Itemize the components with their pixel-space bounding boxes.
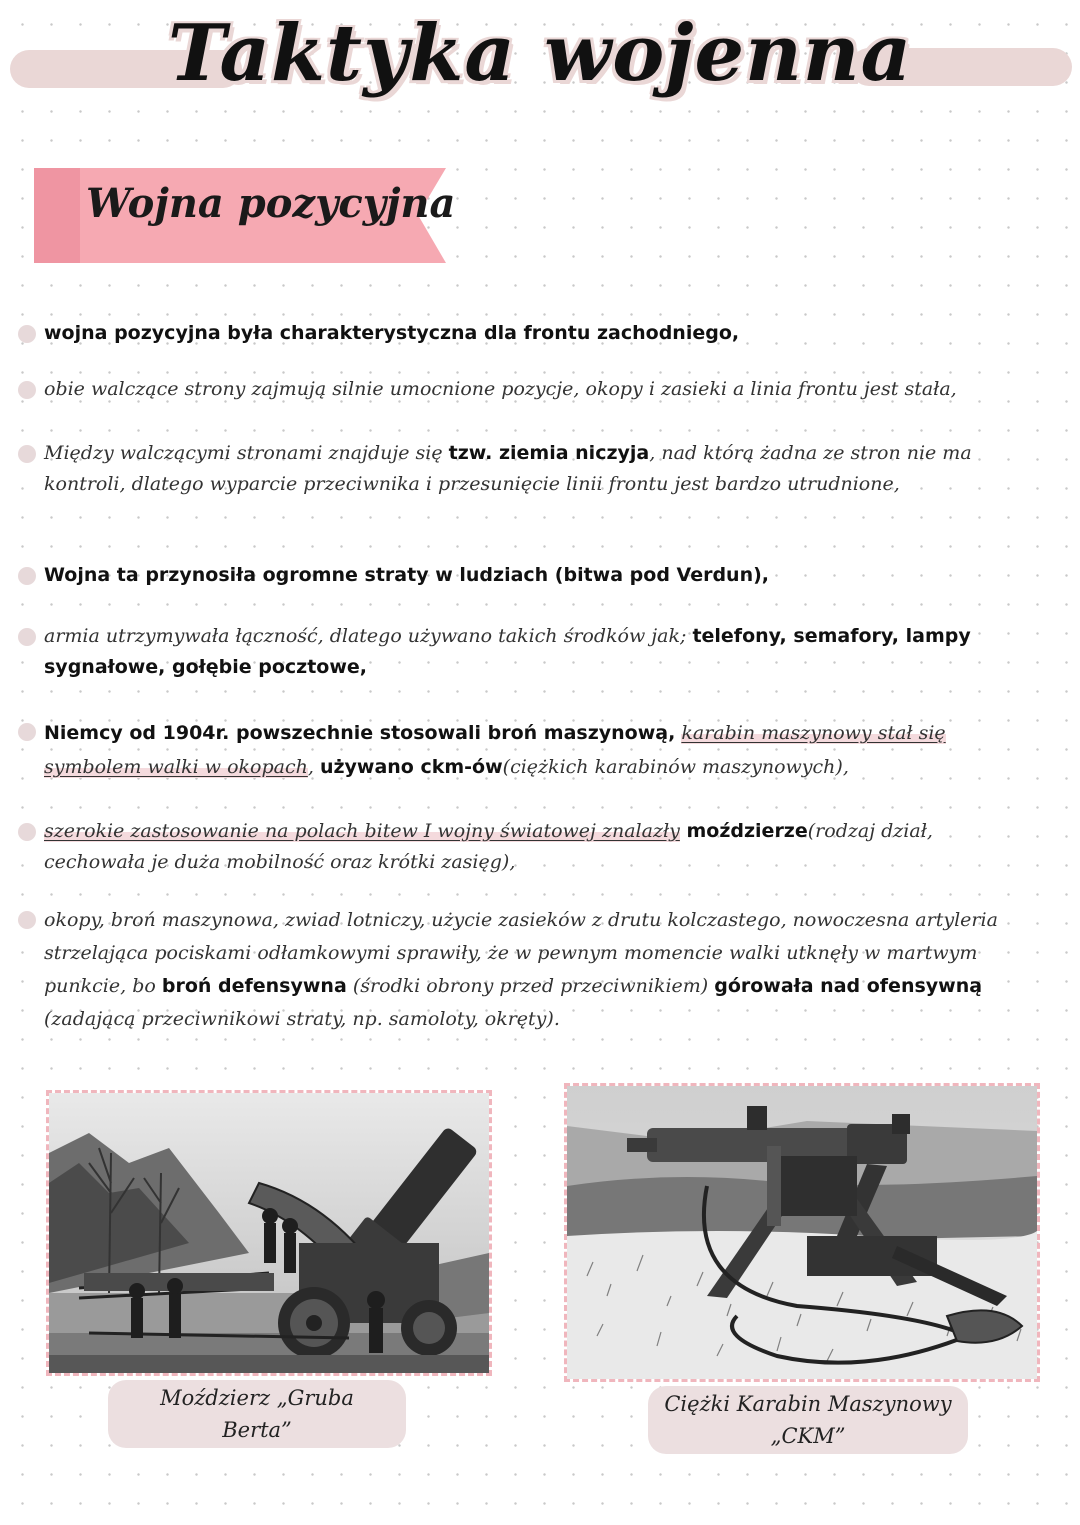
bullet-icon (18, 628, 36, 646)
machine-gun-photo-icon (567, 1086, 1037, 1379)
bullet-icon (18, 723, 36, 741)
bullet-icon (18, 381, 36, 399)
bullet-icon (18, 567, 36, 585)
list-item: wojna pozycyjna była charakterystyczna dla frontu zachodniego, (44, 318, 1054, 349)
page-title: Taktyka wojenna (167, 8, 913, 99)
list-item: armia utrzymywała łączność, dlatego używano takich środków jak; telefony, semafory, lampy sygnałowe, gołębie pocztowe, (44, 621, 1044, 683)
mortar-photo (49, 1093, 489, 1373)
right-photo-caption: Ciężki Karabin Maszynowy „CKM” (648, 1386, 968, 1454)
list-item: Wojna ta przynosiła ogromne straty w ludziach (bitwa pod Verdun), (44, 560, 1054, 591)
bullet-icon (18, 325, 36, 343)
list-item: obie walczące strony zajmują silnie umocnione pozycje, okopy i zasieki a linia frontu jest stała, (44, 374, 1054, 405)
left-photo-caption: Moździerz „Gruba Berta” (108, 1380, 406, 1448)
list-item: szerokie zastosowanie na polach bitew I wojny światowej znalazły moździerze(rodzaj dział, cechowała je duża mobilność oraz krótki zasięg), (44, 816, 1004, 878)
section-heading: Wojna pozycyjna (86, 180, 456, 227)
bullet-icon (18, 823, 36, 841)
list-item: Niemcy od 1904r. powszechnie stosowali broń maszynową, karabin maszynowy stał się symbolem walki w okopach, używano ckm-ów(ciężkich karabinów maszynowych), (44, 716, 984, 784)
bullet-icon (18, 911, 36, 929)
bullet-icon (18, 445, 36, 463)
machine-gun-photo (567, 1086, 1037, 1379)
list-item: Między walczącymi stronami znajduje się tzw. ziemia niczyja, nad którą żadna ze stron nie ma kontroli, dlatego wyparcie przeciwnika i przesunięcie linii frontu jest bardzo utrudnione, (44, 438, 984, 500)
mortar-photo-icon (49, 1093, 489, 1373)
list-item: okopy, broń maszynowa, zwiad lotniczy, użycie zasieków z drutu kolczastego, nowoczesna artyleria strzelająca pociskami odłamkowymi sprawiły, że w pewnym momencie walki utknęły w martwym punkcie, bo broń defensywna (środki obrony przed przeciwnikiem) górowała nad ofensywną (zadającą przeciwnikowi straty, np. samoloty, okręty). (44, 904, 1044, 1036)
